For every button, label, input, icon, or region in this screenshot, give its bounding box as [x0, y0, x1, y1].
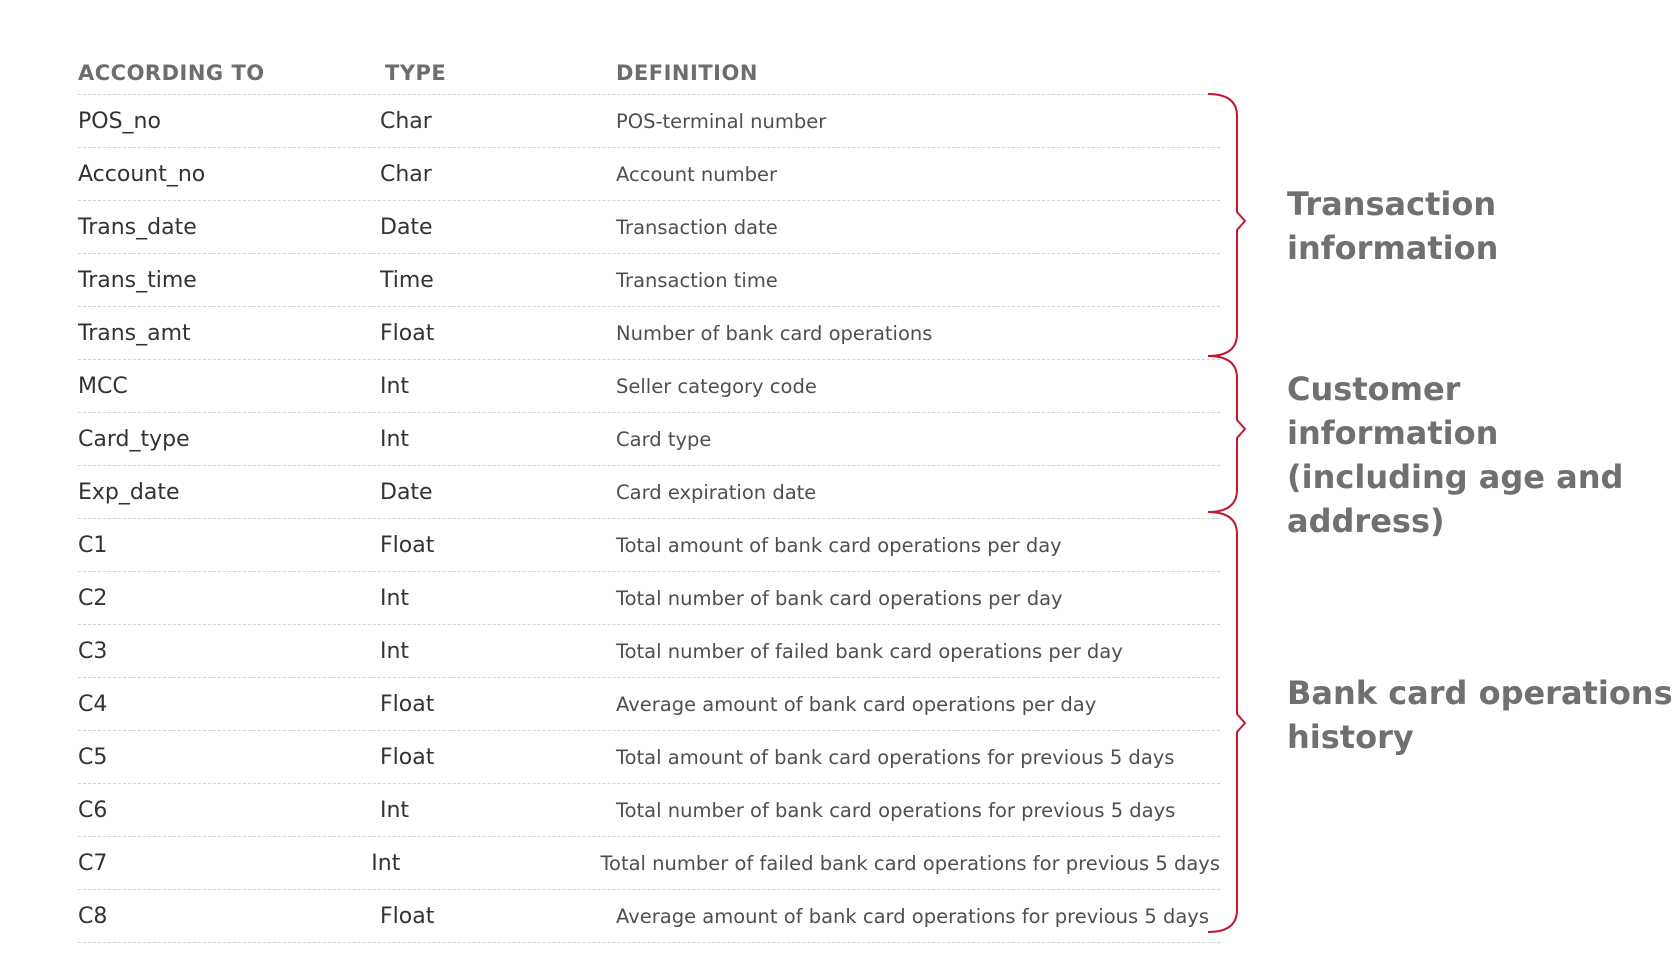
header-according-to: ACCORDING TO — [78, 61, 265, 85]
field-definition-cell: Total amount of bank card operations per day — [616, 533, 1062, 557]
field-name-cell: C6 — [78, 797, 108, 823]
field-name-cell: Exp_date — [78, 479, 180, 505]
field-type-cell: Float — [380, 903, 435, 929]
field-type-cell: Date — [380, 214, 433, 240]
field-type-cell: Int — [371, 850, 401, 876]
field-name-cell: Trans_date — [78, 214, 197, 240]
field-type-cell: Char — [380, 161, 432, 187]
field-definition-cell: Card expiration date — [616, 480, 817, 504]
field-definition-cell: Number of bank card operations — [616, 321, 933, 345]
field-type-cell: Float — [380, 532, 435, 558]
field-type-cell: Int — [380, 638, 410, 664]
table-body — [78, 95, 1220, 943]
field-type-cell: Float — [380, 320, 435, 346]
header-definition: DEFINITION — [616, 61, 758, 85]
field-name-cell: Account_no — [78, 161, 206, 187]
field-type-cell: Char — [380, 108, 432, 134]
field-definition-cell: Average amount of bank card operations for previous 5 days — [616, 904, 1209, 928]
field-name-cell: Card_type — [78, 426, 190, 452]
field-type-cell: Float — [380, 691, 435, 717]
table-row — [78, 731, 1220, 784]
table-row — [78, 360, 1220, 413]
field-name-cell: C1 — [78, 532, 108, 558]
field-definition-cell: Average amount of bank card operations per day — [616, 692, 1097, 716]
field-name-cell: Trans_amt — [78, 320, 191, 346]
table-header — [78, 52, 1220, 95]
field-definition-cell: Transaction date — [616, 215, 778, 239]
field-type-cell: Time — [380, 267, 434, 293]
table-row — [78, 890, 1220, 943]
field-definition-cell: Total number of failed bank card operations per day — [616, 639, 1123, 663]
field-type-cell: Int — [380, 797, 410, 823]
table-row — [78, 95, 1220, 148]
field-name-cell: POS_no — [78, 108, 161, 134]
field-definition-cell: Transaction time — [616, 268, 778, 292]
field-definition-cell: POS-terminal number — [616, 109, 827, 133]
field-table — [78, 52, 1220, 943]
field-name-cell: C4 — [78, 691, 108, 717]
field-type-cell: Int — [380, 585, 410, 611]
table-row — [78, 837, 1220, 890]
table-row — [78, 678, 1220, 731]
field-name-cell: Trans_time — [78, 267, 197, 293]
table-row — [78, 784, 1220, 837]
field-name-cell: C3 — [78, 638, 108, 664]
field-name-cell: C5 — [78, 744, 108, 770]
table-row — [78, 307, 1220, 360]
field-definition-cell: Total number of bank card operations per day — [616, 586, 1063, 610]
field-type-cell: Float — [380, 744, 435, 770]
field-type-cell: Date — [380, 479, 433, 505]
table-row — [78, 148, 1220, 201]
field-definition-cell: Card type — [616, 427, 712, 451]
field-type-cell: Int — [380, 373, 410, 399]
group-label-history: Bank card operations history — [1287, 674, 1673, 756]
field-definition-cell: Total number of bank card operations for previous 5 days — [616, 798, 1176, 822]
table-row — [78, 625, 1220, 678]
table-row — [78, 201, 1220, 254]
table-row — [78, 413, 1220, 466]
table-row — [78, 519, 1220, 572]
field-definition-cell: Total number of failed bank card operations for previous 5 days — [600, 851, 1220, 875]
header-type: TYPE — [385, 61, 447, 85]
field-type-cell: Int — [380, 426, 410, 452]
field-name-cell: C2 — [78, 585, 108, 611]
table-row — [78, 466, 1220, 519]
group-label-customer: Customer information (including age and address) — [1287, 370, 1624, 540]
field-definition-cell: Account number — [616, 162, 778, 186]
field-definition-cell: Total amount of bank card operations for previous 5 days — [616, 745, 1175, 769]
table-row — [78, 572, 1220, 625]
group-label-transaction: Transaction information — [1287, 185, 1499, 267]
field-name-cell: C8 — [78, 903, 108, 929]
table-row — [78, 254, 1220, 307]
field-definition-cell: Seller category code — [616, 374, 817, 398]
field-name-cell: C7 — [78, 850, 108, 876]
field-name-cell: MCC — [78, 373, 128, 399]
